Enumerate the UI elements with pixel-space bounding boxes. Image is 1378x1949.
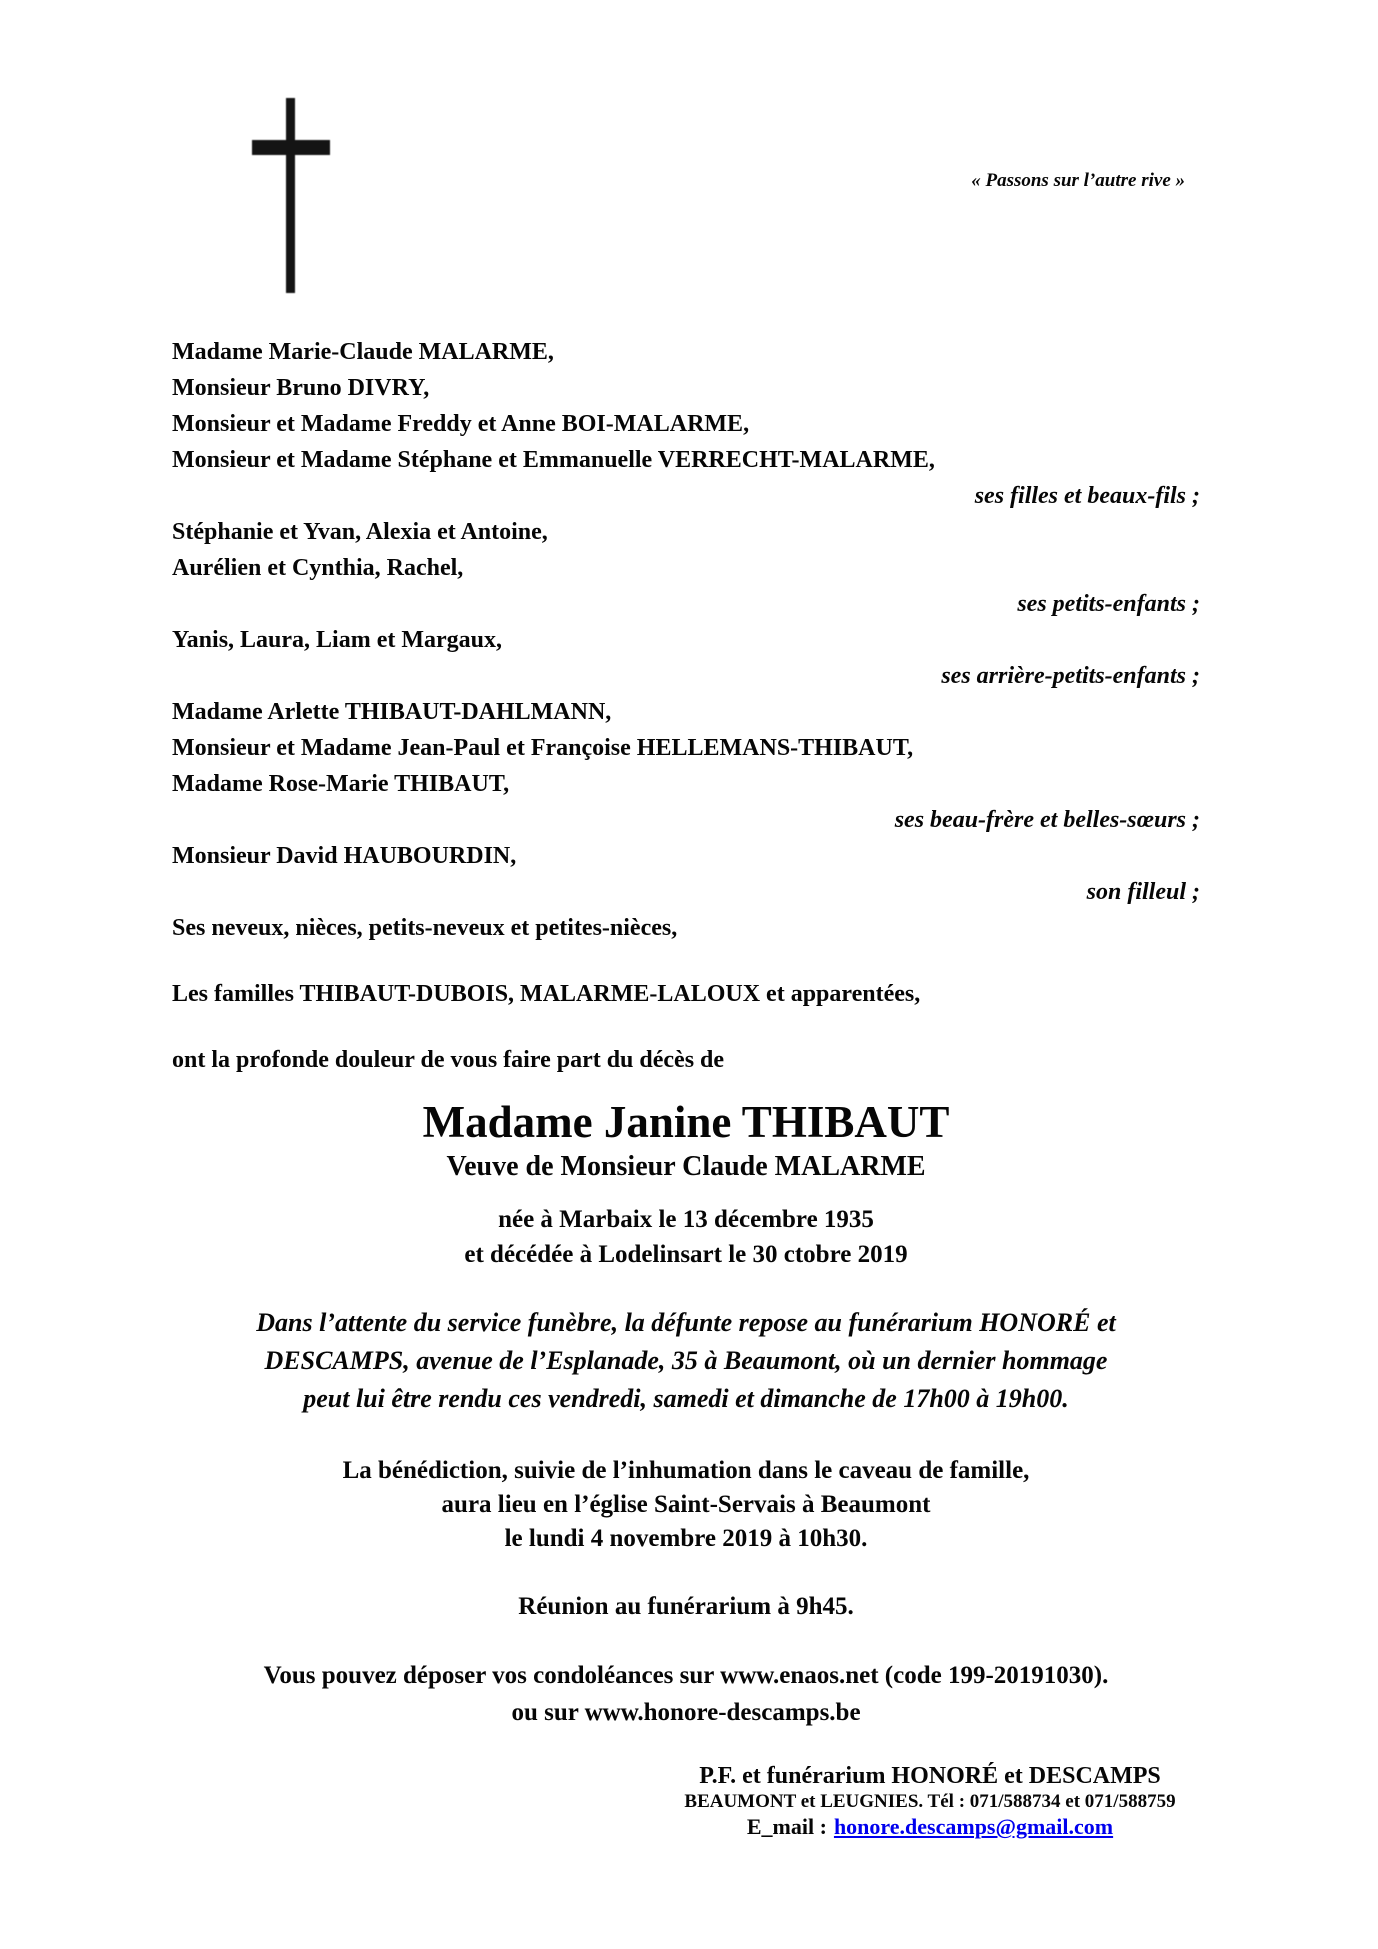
repose-line: DESCAMPS, avenue de l’Esplanade, 35 à Beaumont, où un dernier hommage bbox=[264, 1346, 1108, 1375]
relation-label: ses arrière-petits-enfants ; bbox=[941, 663, 1200, 689]
announcement-body bbox=[172, 334, 1200, 1841]
death-line: et décédée à Lodelinsart le 30 ctobre 2019 bbox=[464, 1241, 908, 1268]
repose-line: peut lui être rendu ces vendredi, samedi et dimanche de 17h00 à 19h00. bbox=[303, 1384, 1069, 1413]
ceremony-line: le lundi 4 novembre 2019 à 10h30. bbox=[504, 1525, 868, 1552]
cross-icon bbox=[252, 98, 330, 293]
repose-paragraph bbox=[172, 1304, 1200, 1418]
mourner-line: Stéphanie et Yvan, Alexia et Antoine, bbox=[172, 519, 548, 545]
repose-line: Dans l’attente du service funèbre, la défunte repose au funérarium HONORÉ et bbox=[256, 1308, 1116, 1337]
mourner-line: Ses neveux, nièces, petits-neveux et petites-nièces, bbox=[172, 915, 678, 941]
ceremony-paragraph bbox=[172, 1454, 1200, 1556]
relation-label: ses petits-enfants ; bbox=[1017, 591, 1200, 617]
email-label: E_mail : bbox=[746, 1814, 827, 1839]
deceased-widow-line: Veuve de Monsieur Claude MALARME bbox=[446, 1151, 926, 1182]
ceremony-line: aura lieu en l’église Saint-Servais à Beaumont bbox=[441, 1491, 931, 1518]
mourner-line: Monsieur et Madame Stéphane et Emmanuelle VERRECHT-MALARME, bbox=[172, 447, 935, 473]
scripture-quote: « Passons sur l’autre rive » bbox=[971, 170, 1185, 191]
cross-horizontal-bar bbox=[252, 140, 330, 155]
condolences-paragraph bbox=[172, 1657, 1200, 1731]
relation-label: ses filles et beaux-fils ; bbox=[974, 483, 1200, 509]
mourner-line: Monsieur Bruno DIVRY, bbox=[172, 375, 430, 401]
mourner-line: Monsieur et Madame Jean-Paul et Françoise HELLEMANS-THIBAUT, bbox=[172, 735, 914, 761]
announcement-line: ont la profonde douleur de vous faire part du décès de bbox=[172, 1047, 725, 1073]
mourner-line: Monsieur et Madame Freddy et Anne BOI-MALARME, bbox=[172, 411, 750, 437]
relation-label: son filleul ; bbox=[1086, 879, 1200, 905]
mourner-line: Madame Rose-Marie THIBAUT, bbox=[172, 771, 510, 797]
families-line: Les familles THIBAUT-DUBOIS, MALARME-LALOUX et apparentées, bbox=[172, 981, 921, 1007]
birth-line: née à Marbaix le 13 décembre 1935 bbox=[498, 1206, 874, 1233]
mourner-line: Monsieur David HAUBOURDIN, bbox=[172, 843, 517, 869]
spacer bbox=[172, 1012, 1200, 1042]
relation-label: ses beau-frère et belles-sœurs ; bbox=[894, 807, 1200, 833]
email-line bbox=[660, 1813, 1200, 1841]
spacer bbox=[172, 946, 1200, 976]
mourner-line: Madame Arlette THIBAUT-DAHLMANN, bbox=[172, 699, 612, 725]
ceremony-line: La bénédiction, suivie de l’inhumation dans le caveau de famille, bbox=[342, 1457, 1030, 1484]
mourner-line: Madame Marie-Claude MALARME, bbox=[172, 339, 554, 365]
mourner-line: Yanis, Laura, Liam et Margaux, bbox=[172, 627, 502, 653]
cross-vertical-bar bbox=[286, 98, 295, 293]
funeral-home-block bbox=[660, 1763, 1200, 1841]
funeral-home-contact: BEAUMONT et LEUGNIES. Tél : 071/588734 et 071/588759 bbox=[684, 1791, 1176, 1812]
funeral-home-name: P.F. et funérarium HONORÉ et DESCAMPS bbox=[699, 1763, 1161, 1789]
condolences-line: Vous pouvez déposer vos condoléances sur www.enaos.net (code 199-20191030). bbox=[263, 1662, 1109, 1689]
email-link[interactable]: honore.descamps@gmail.com bbox=[833, 1814, 1114, 1839]
deceased-name: Madame Janine THIBAUT bbox=[422, 1097, 950, 1147]
meeting-line: Réunion au funérarium à 9h45. bbox=[518, 1593, 854, 1620]
condolences-line: ou sur www.honore-descamps.be bbox=[511, 1699, 861, 1726]
mourner-line: Aurélien et Cynthia, Rachel, bbox=[172, 555, 464, 581]
